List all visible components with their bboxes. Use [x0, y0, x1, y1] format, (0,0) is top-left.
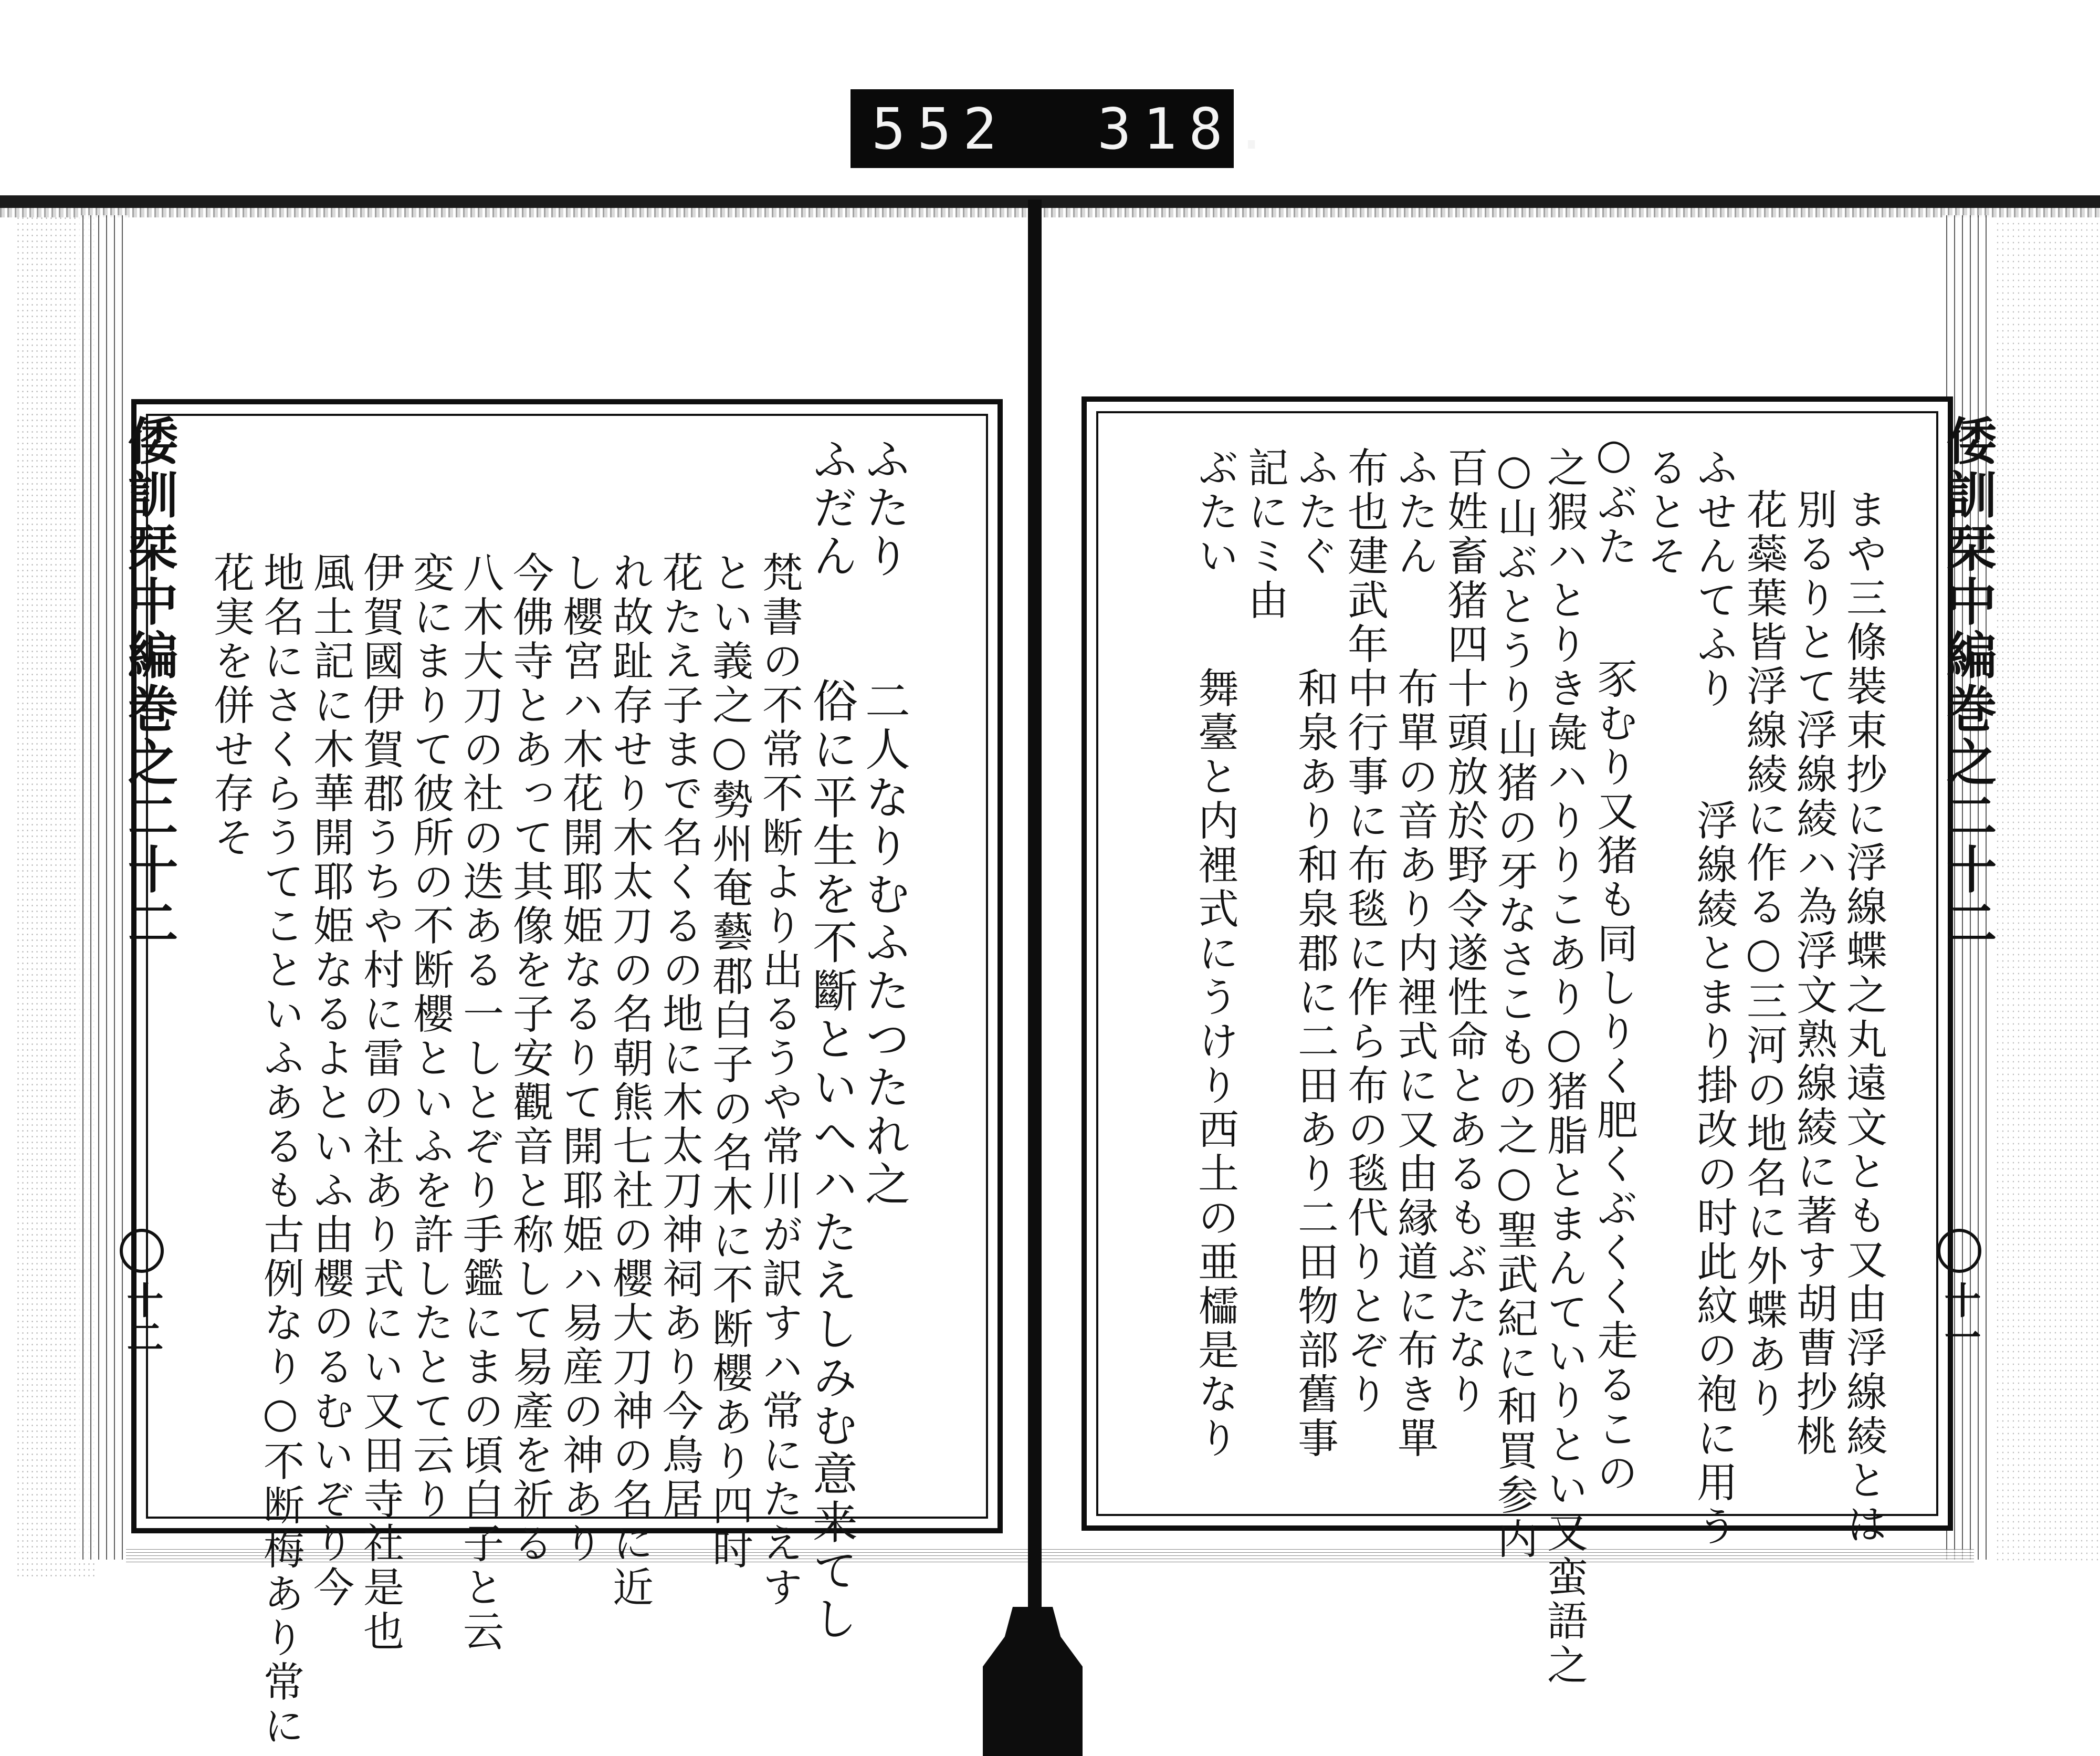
text-column: 地名にさくらうてこといふあるも古例なり○不断梅あり常に	[257, 551, 304, 1749]
text-column: 花蘂葉皆浮線綾に作る○三河の地名に外蝶あり	[1740, 488, 1787, 1421]
text-column: し櫻宮ハ木花開耶姫なるりて開耶姫ハ易産の神あり	[556, 551, 603, 1566]
catalog-number-right: 318.	[1097, 97, 1280, 162]
text-column: 変にまりて彼所の不断櫻といふを許したとて云り	[406, 551, 454, 1522]
text-column: 風土記に木華開耶姫なるよといふ由櫻のるむいぞり今	[307, 551, 354, 1610]
text-column: 百姓畜猪四十頭放於野令遂性命とあるもぶたなり	[1441, 446, 1488, 1417]
right-leaf-number: 十一	[1938, 1281, 1982, 1355]
text-column: るとそ	[1640, 446, 1687, 579]
book-top-edge	[0, 195, 2100, 208]
text-column: 記にミ由	[1241, 446, 1288, 623]
text-column: 花たえ子まで名くるの地に木太刀神祠あり今鳥居	[656, 551, 703, 1522]
text-column: 布也建武年中行事に布毯に作ら布の毯代りとぞり	[1341, 446, 1388, 1417]
book-top-edge-texture	[0, 208, 2100, 217]
text-column: 八木大刀の社の迭ある一しとぞり手鑑にまの頃白子と云	[456, 551, 503, 1654]
right-margin-title: 倭訓栞中編巻之二十二	[1938, 415, 1998, 950]
text-column: 花実を併せ存そ	[207, 551, 254, 860]
book-spine-base	[983, 1607, 1083, 1756]
left-leaf-circle-mark	[120, 1229, 164, 1273]
text-column: まや三條裝束抄に浮線蝶之丸遠文とも又由浮線綾とは	[1840, 488, 1887, 1547]
text-column: 別るりとて浮線綾ハ為浮文熟線綾に著す胡曹抄桃	[1790, 488, 1837, 1459]
left-leaf-number: 十二	[121, 1281, 164, 1355]
right-leaf-circle-mark	[1937, 1229, 1981, 1273]
text-column: 今佛寺とあって其像を子安觀音と称して易產を祈る	[506, 551, 553, 1566]
text-column: ○ぶた 豕むり又猪も同しりく肥くぶくく走るこの	[1590, 431, 1637, 1496]
right-page-stack	[1995, 221, 2100, 1565]
left-margin-title: 倭訓栞中編巻之二十二	[120, 415, 179, 950]
text-column: れ故趾存せり木太刀の名朝熊七社の櫻大刀神の名に近	[606, 551, 653, 1610]
text-column: 梵書の不常不断より出るうや常川が訳すハ常にたえす	[755, 551, 803, 1610]
text-column: ふだん 俗に平生を不斷といへハたえしみむ意来てし	[805, 436, 857, 1644]
text-column: 伊賀國伊賀郡うちや村に雷の社あり式にい又田寺社是也	[356, 551, 404, 1654]
text-column: ふたん 布單の音あり内裡式に又由縁道に布き單	[1391, 446, 1438, 1461]
text-column: ぶたい 舞臺と内裡式にうけり西土の亜櫺是なり	[1191, 446, 1238, 1461]
catalog-number-left: 552	[872, 97, 1009, 162]
text-column: ○山ぶとうり山猪の牙なさこもの之○聖武紀に和買参内	[1490, 446, 1538, 1562]
text-column: ふたぐ 和泉あり和泉郡に二田あり二田物部舊事	[1291, 446, 1338, 1461]
book-spine	[1028, 200, 1042, 1756]
text-column: とい義之○勢州奄藝郡白子の名木に不断櫻あり四时	[706, 551, 753, 1572]
text-column: ふたり 二人なりむふたつたれ之	[857, 436, 910, 1209]
text-column: 之猳ハとりき彘ハりりこあり○猪脂とまんていりとい又蛮語之	[1540, 446, 1588, 1688]
catalog-number-label	[850, 89, 1280, 168]
text-column: ふせんてふり 浮線綾とまり掛改の时此紋の袍に用う	[1690, 446, 1737, 1549]
